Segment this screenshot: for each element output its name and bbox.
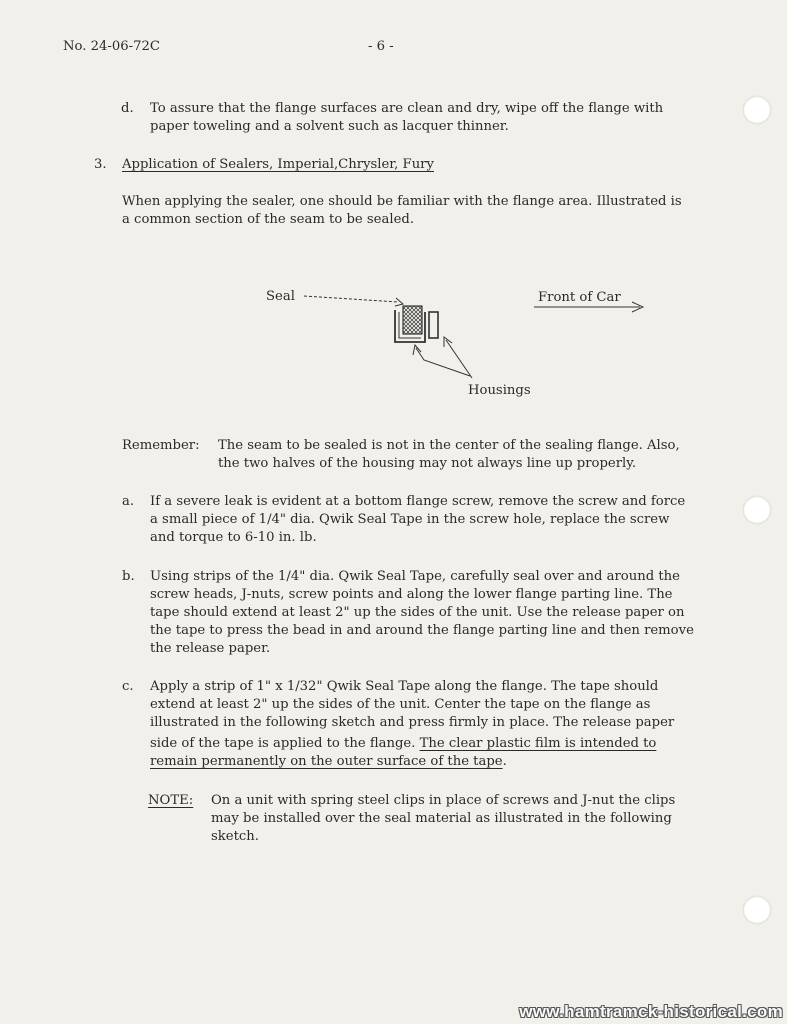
housing-flange-right — [429, 312, 438, 338]
item-b-line: screw heads, J-nuts, screw points and along the lower flange parting line. The — [150, 587, 673, 602]
doc-number: No. 24-06-72C — [63, 39, 160, 54]
section-intro-line: a common section of the seam to be sealed. — [122, 212, 415, 227]
housings-arrow-2 — [416, 348, 470, 376]
item-c-line — [150, 735, 656, 753]
item-c-line: Apply a strip of 1" x 1/32" Qwik Seal Tape along the flange. The tape should — [150, 679, 659, 694]
binder-hole-top — [743, 96, 771, 124]
watermark-url: www.hamtramck-historical.com — [519, 1002, 783, 1021]
item-a-line: a small piece of 1/4" dia. Qwik Seal Tape in the screw hole, replace the screw — [150, 512, 670, 527]
item-b-line: Using strips of the 1/4" dia. Qwik Seal Tape, carefully seal over and around the — [150, 569, 680, 584]
binder-hole-middle — [743, 496, 771, 524]
note-line: sketch. — [211, 829, 259, 844]
front-of-car-label: Front of Car — [538, 290, 621, 305]
remember-line: the two halves of the housing may not always line up properly. — [218, 456, 637, 471]
note-label: NOTE: — [148, 793, 194, 808]
item-c-marker: c. — [122, 679, 134, 694]
item-c-line: illustrated in the following sketch and press firmly in place. The release paper — [150, 715, 675, 730]
housings-arrow — [446, 340, 472, 378]
note-line: may be installed over the seal material as illustrated in the following — [211, 811, 672, 826]
item-b-marker: b. — [122, 569, 135, 584]
seal-arrow — [304, 296, 398, 302]
housing-u-inner — [399, 312, 421, 338]
section-number: 3. — [94, 157, 107, 172]
item-c-line4-underlined: The clear plastic film is intended to — [419, 736, 657, 751]
item-c-line5-underlined: remain permanently on the outer surface of the tape — [150, 754, 503, 769]
remember-label: Remember: — [122, 438, 200, 453]
seal-material — [403, 306, 422, 334]
item-c-line4-plain: side of the tape is applied to the flange. — [150, 736, 420, 751]
item-a-line: If a severe leak is evident at a bottom flange screw, remove the screw and force — [150, 494, 686, 509]
binder-hole-bottom — [743, 896, 771, 924]
seal-arrowhead — [395, 298, 403, 306]
item-c-line: extend at least 2" up the sides of the unit. Center the tape on the flange as — [150, 697, 651, 712]
item-b-line: the tape to press the bead in and around the flange parting line and then remove — [150, 623, 694, 638]
item-b-line: the release paper. — [150, 641, 271, 656]
item-d-line: paper toweling and a solvent such as lacquer thinner. — [150, 119, 509, 134]
housings-label: Housings — [468, 383, 531, 398]
page-number: - 6 - — [368, 39, 394, 54]
section-title: Application of Sealers, Imperial,Chrysler, Fury — [122, 157, 434, 172]
section-intro-line: When applying the sealer, one should be familiar with the flange area. Illustrated is — [122, 194, 682, 209]
note-line: On a unit with spring steel clips in place of screws and J-nut the clips — [211, 793, 676, 808]
remember-line: The seam to be sealed is not in the center of the sealing flange. Also, — [218, 438, 680, 453]
item-c-line — [150, 753, 507, 771]
item-d-marker: d. — [121, 101, 134, 116]
item-a-line: and torque to 6-10 in. lb. — [150, 530, 317, 545]
front-arrowhead — [632, 302, 643, 312]
housings-arrowhead-2 — [413, 345, 421, 355]
housing-u-channel — [395, 310, 425, 342]
seal-label: Seal — [266, 289, 295, 304]
item-b-line: tape should extend at least 2" up the sides of the unit. Use the release paper on — [150, 605, 685, 620]
item-d-line: To assure that the flange surfaces are clean and dry, wipe off the flange with — [150, 101, 664, 116]
item-c-line5-end: . — [502, 754, 507, 769]
item-a-marker: a. — [122, 494, 135, 509]
housings-arrowhead — [444, 337, 452, 347]
